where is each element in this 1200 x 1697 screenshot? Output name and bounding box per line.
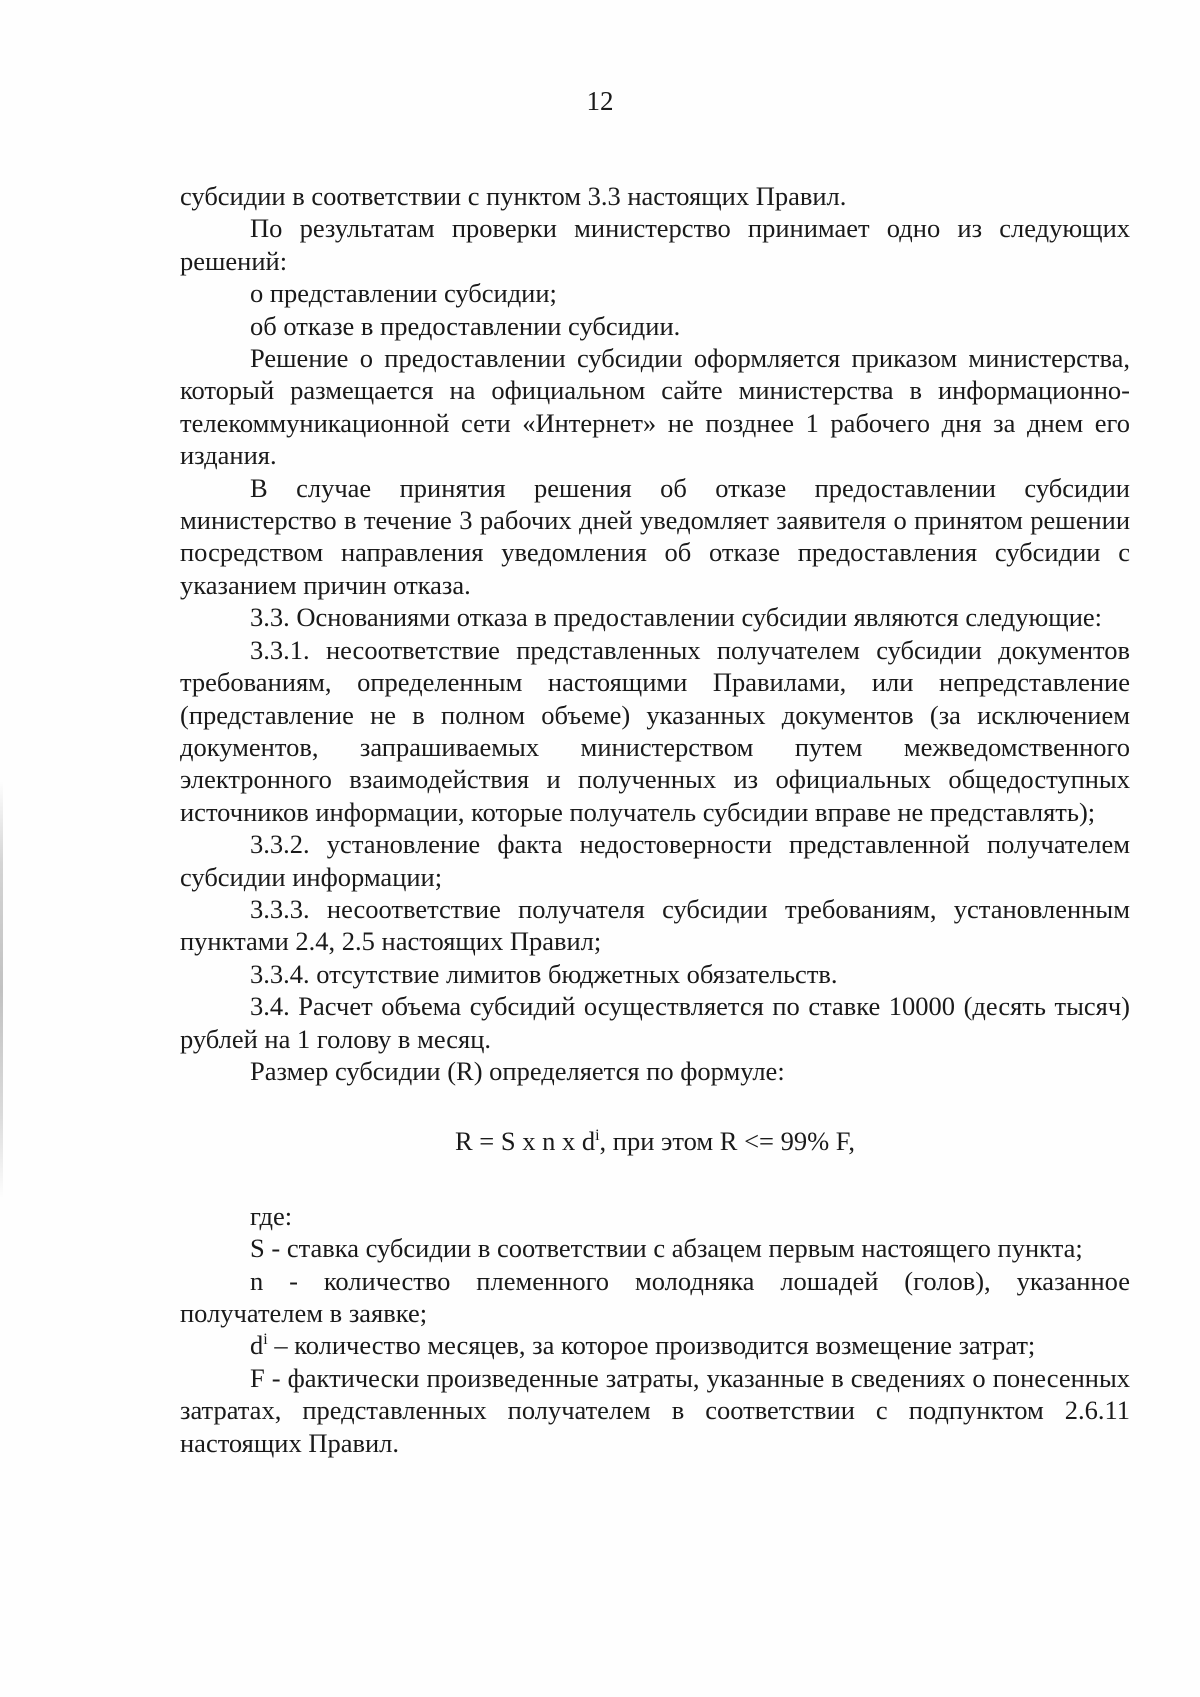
paragraph-decision-grant: о представлении субсидии; <box>250 278 557 309</box>
definitions-intro: где: <box>250 1200 293 1231</box>
paragraph-refusal-notice: В случае принятия решения об отказе предоставлении субсидии министерство в течение 3 рабочих дней уведомляет заявителя о принятом решении посредством направления уведомления об отказе предоставления субсидии с указанием причин отказа. <box>180 472 1130 600</box>
paragraph-formula-intro: Размер субсидии (R) определяется по формуле: <box>250 1055 785 1086</box>
paragraph-decision-refusal: об отказе в предоставлении субсидии. <box>250 310 681 341</box>
definition-d <box>180 1329 1130 1361</box>
document-body <box>180 180 1130 1459</box>
paragraph-continuation: субсидии в соответствии с пунктом 3.3 настоящих Правил. <box>180 181 847 211</box>
paragraph-3-3-3: 3.3.3. несоответствие получателя субсидии требованиям, установленным пунктами 2.4, 2.5 настоящих Правил; <box>180 893 1130 957</box>
definition-d-text: – количество месяцев, за которое производится возмещение затрат; <box>267 1330 1036 1361</box>
scan-edge-shadow <box>0 780 3 1200</box>
subsidy-formula <box>180 1125 1130 1157</box>
page-number: 12 <box>586 86 614 116</box>
definition-d-superscript: i <box>263 1331 268 1349</box>
formula-superscript: i <box>595 1127 600 1145</box>
paragraph-3-3: 3.3. Основаниями отказа в предоставлении субсидии являются следующие: <box>250 602 1102 633</box>
paragraph-3-3-2: 3.3.2. установление факта недостоверности представленной получателем субсидии информации; <box>180 829 1130 892</box>
definition-s: S - ставка субсидии в соответствии с абзацем первым настоящего пункта; <box>250 1233 1083 1264</box>
definition-f: F - фактически произведенные затраты, указанные в сведениях о понесенных затратах, представленных получателем в соответствии с подпунктом 2.6.11 настоящих Правил. <box>180 1362 1130 1458</box>
paragraph-3-4: 3.4. Расчет объема субсидий осуществляется по ставке 10000 (десять тысяч) рублей на 1 голову в месяц. <box>180 991 1130 1054</box>
definition-n: n - количество племенного молодняка лошадей (голов), указанное получателем в заявке; <box>180 1265 1130 1328</box>
paragraph-check-results: По результатам проверки министерство принимает одно из следующих решений: <box>180 213 1130 276</box>
paragraph-3-3-1: 3.3.1. несоответствие представленных получателем субсидии документов требованиям, определенным настоящими Правилами, или непредставление (представление не в полном объеме) указанных документов (за исключением документов, запрашиваемых министерством путем межведомственного электронного взаимодействия и полученных из официальных общедоступных источников информации, которые получатель субсидии вправе не представлять); <box>180 634 1130 827</box>
definition-d-symbol: d <box>250 1330 264 1361</box>
paragraph-3-3-4: 3.3.4. отсутствие лимитов бюджетных обязательств. <box>250 958 838 989</box>
formula-main: R = S x n x d <box>454 1126 596 1157</box>
paragraph-decision-order: Решение о предоставлении субсидии оформляется приказом министерства, который размещается на официальном сайте министерства в информационно-телекоммуникационной сети «Интернет» не позднее 1 рабочего дня за днем его издания. <box>180 343 1130 471</box>
formula-condition: , при этом R <= 99% F, <box>599 1126 856 1157</box>
